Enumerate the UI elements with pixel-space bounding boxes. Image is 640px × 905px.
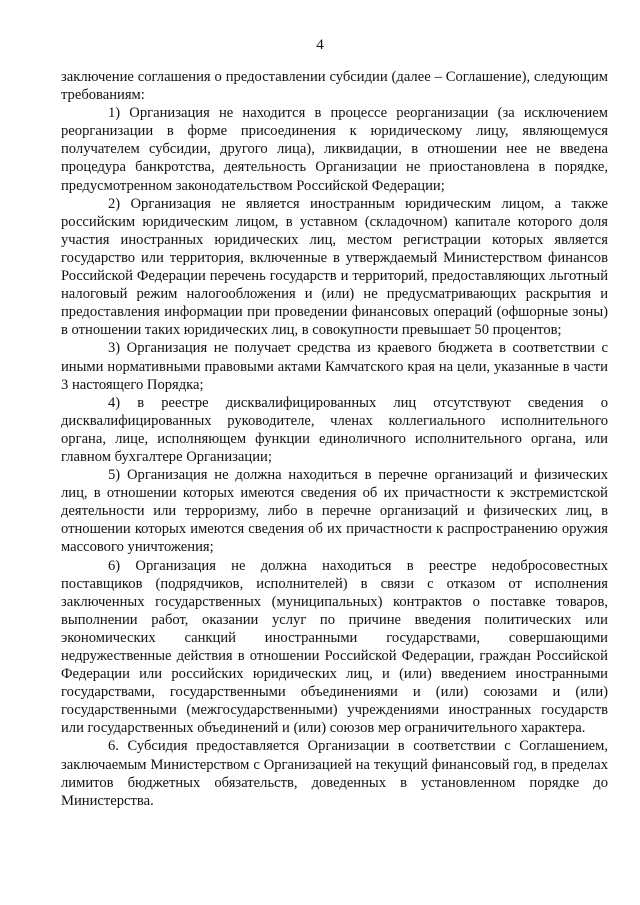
paragraph-item-4: 4) в реестре дисквалифицированных лиц отсутствуют сведения о дисквалифицированных руководителе, членах коллегиального исполнительного органа, лице, исполняющем функции единоличного исполнительного органа, или главном бухгалтере Организации;: [61, 394, 608, 465]
paragraph-item-6: 6) Организация не должна находиться в реестре недобросовестных поставщиков (подрядчиков, исполнителей) в связи с отказом от исполнения заключенных государственных (муниципальных) контрактов о поставке товаров, выполнении работ, оказании услуг по причине введения политических или экономических санкций иностранными государствами, совершающими недружественные действия в отношении Российской Федерации, граждан Российской Федерации или российских юридических лиц, и (или) введением иностранными государствами, государственными объединениями и (или) союзами и (или) государственными (межгосударственными) учреждениями иностранных государств или государственных объединений и (или) союзов мер ограничительного характера.: [61, 557, 608, 737]
paragraph-section-6: 6. Субсидия предоставляется Организации в соответствии с Соглашением, заключаемым Министерством с Организацией на текущий финансовый год, в пределах лимитов бюджетных обязательств, доведенных в установленном порядке до Министерства.: [61, 738, 608, 809]
paragraph-item-1: 1) Организация не находится в процессе реорганизации (за исключением реорганизации в форме присоединения к юридическому лицу, являющемуся получателем субсидии, другого лица), ликвидации, в отношении нее не введена процедура банкротства, деятельность Организации не приостановлена в порядке, предусмотренном законодательством Российской Федерации;: [61, 105, 608, 194]
paragraph-item-3: 3) Организация не получает средства из краевого бюджета в соответствии с иными нормативными правовыми актами Камчатского края на цели, указанные в части 3 настоящего Порядка;: [61, 340, 608, 393]
paragraph-item-2: 2) Организация не является иностранным юридическим лицом, а также российским юридическим лицом, в уставном (складочном) капитале которого доля участия иностранных юридических лиц, местом регистрации которых является государство или территория, включенные в утверждаемый Министерством финансов Российской Федерации перечень государств и территорий, предоставляющих льготный налоговый режим налогообложения и (или) не предусматривающих раскрытия и предоставления информации при проведении финансовых операций (офшорные зоны) в отношении таких юридических лиц, в совокупности превышает 50 процентов;: [61, 195, 608, 339]
page-number: 4: [316, 37, 324, 53]
document-body: [61, 68, 608, 810]
paragraph-item-5: 5) Организация не должна находиться в перечне организаций и физических лиц, в отношении которых имеются сведения об их причастности к экстремистской деятельности или терроризму, либо в перечне организаций и физических лиц, в отношении которых имеются сведения об их причастности к распространению оружия массового уничтожения;: [61, 467, 608, 556]
paragraph-continuation: заключение соглашения о предоставлении субсидии (далее – Соглашение), следующим требованиям:: [61, 69, 608, 104]
